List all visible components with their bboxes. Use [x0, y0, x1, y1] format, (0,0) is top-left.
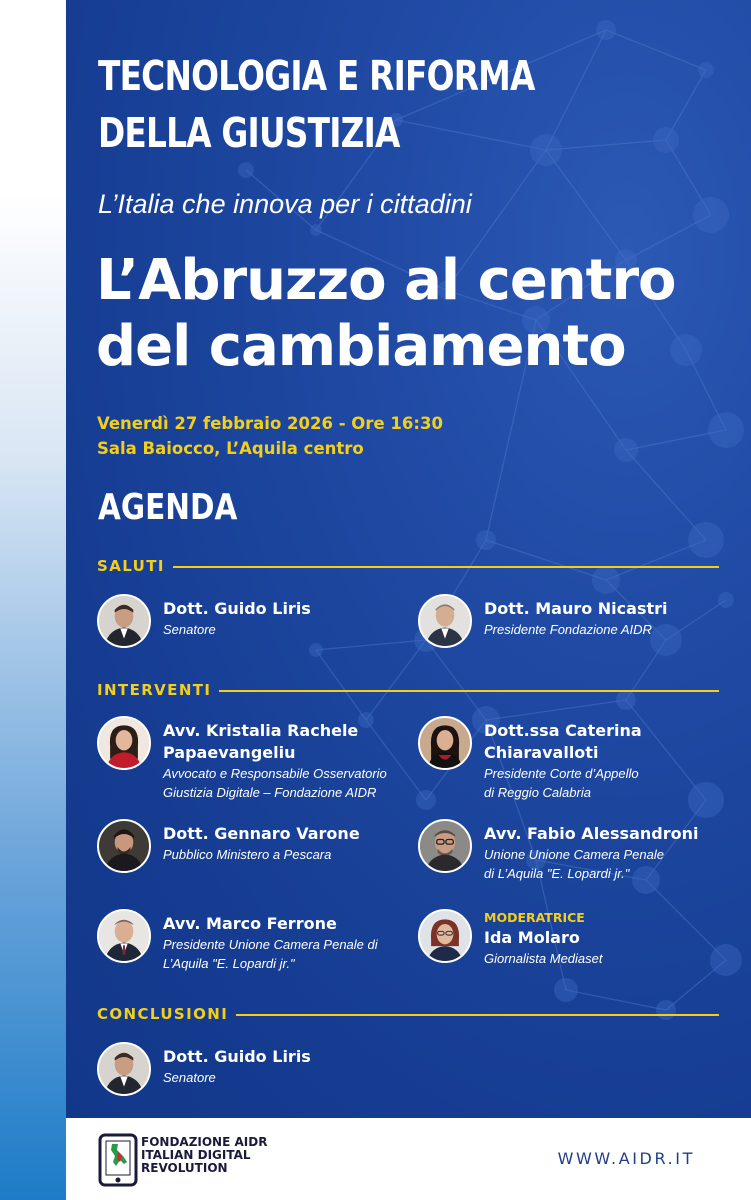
speaker-role-line1: Avvocato e Responsabile Osservatorio: [163, 766, 387, 781]
aidr-logo-text: [141, 1136, 267, 1175]
speaker-photo: [418, 819, 472, 873]
speaker-role: Senatore: [163, 1070, 216, 1085]
logo-line3: REVOLUTION: [141, 1161, 228, 1175]
event-title-line2: DELLA GIUSTIZIA: [98, 109, 400, 157]
speaker-role: Presidente Fondazione AIDR: [484, 622, 652, 637]
speaker-name-line2: Papaevangeliu: [163, 743, 296, 762]
speaker-ida-molaro: [418, 909, 718, 989]
speaker-name-line1: Dott.ssa Caterina: [484, 721, 642, 740]
speaker-photo: [418, 716, 472, 770]
speaker-role-line2: di L’Aquila "E. Lopardi jr.": [484, 866, 630, 881]
speaker-kristalia-papaevangeliu: [97, 716, 397, 806]
speaker-photo: [97, 716, 151, 770]
speaker-fabio-alessandroni: [418, 819, 718, 899]
section-conclusioni: [97, 1004, 719, 1024]
section-divider: [173, 566, 719, 568]
speaker-role: Pubblico Ministero a Pescara: [163, 847, 332, 862]
speaker-guido-liris-conclusioni: [97, 1042, 397, 1112]
logo-line2: ITALIAN DIGITAL: [141, 1148, 251, 1162]
speaker-name-line1: Avv. Kristalia Rachele: [163, 721, 359, 740]
speaker-name: Avv. Marco Ferrone: [163, 914, 337, 933]
speaker-photo: [97, 1042, 151, 1096]
speaker-mauro-nicastri: [418, 594, 718, 664]
speaker-name-line2: Chiaravalloti: [484, 743, 599, 762]
logo-line1: FONDAZIONE AIDR: [141, 1135, 268, 1149]
section-label-interventi: INTERVENTI: [97, 681, 212, 699]
section-divider: [236, 1014, 719, 1016]
event-title: [98, 48, 535, 162]
speaker-role: Senatore: [163, 622, 216, 637]
event-subtitle: L’Italia che innova per i cittadini: [98, 189, 472, 219]
section-label-conclusioni: CONCLUSIONI: [97, 1005, 229, 1023]
poster-panel: [66, 0, 751, 1118]
speaker-name: Dott. Mauro Nicastri: [484, 599, 668, 618]
section-saluti: [97, 556, 719, 576]
speaker-marco-ferrone: [97, 909, 397, 979]
section-divider: [219, 690, 719, 692]
section-interventi: [97, 680, 719, 700]
event-title-line1: TECNOLOGIA E RIFORMA: [98, 52, 535, 100]
speaker-photo: [418, 909, 472, 963]
speaker-photo: [97, 819, 151, 873]
event-date-time: Venerdì 27 febbraio 2026 - Ore 16:30: [97, 414, 443, 433]
speaker-role-line2: di Reggio Calabria: [484, 785, 591, 800]
footer: [66, 1118, 751, 1200]
speaker-photo: [97, 909, 151, 963]
agenda-heading: AGENDA: [98, 487, 238, 528]
speaker-role-line2: L’Aquila "E. Lopardi jr.": [163, 956, 295, 971]
event-headline-line1: L’Abruzzo al centro: [96, 248, 676, 313]
speaker-caterina-chiaravalloti: [418, 716, 718, 806]
section-label-saluti: SALUTI: [97, 557, 165, 575]
event-venue: Sala Baiocco, L’Aquila centro: [97, 439, 364, 458]
website-link[interactable]: WWW.AIDR.IT: [557, 1149, 695, 1168]
speaker-role-line1: Presidente Unione Camera Penale di: [163, 937, 378, 952]
event-info: [97, 411, 443, 461]
speaker-name: Avv. Fabio Alessandroni: [484, 824, 699, 843]
speaker-role-line1: Presidente Corte d’Appello: [484, 766, 639, 781]
speaker-role: Giornalista Mediaset: [484, 951, 603, 966]
event-headline-line2: del cambiamento: [96, 314, 626, 379]
speaker-name: Dott. Guido Liris: [163, 1047, 311, 1066]
speaker-role-line2: Giustizia Digitale – Fondazione AIDR: [163, 785, 377, 800]
speaker-name: Dott. Guido Liris: [163, 599, 311, 618]
speaker-photo: [418, 594, 472, 648]
speaker-gennaro-varone: [97, 819, 397, 889]
speaker-role-line1: Unione Unione Camera Penale: [484, 847, 664, 862]
event-headline: [96, 248, 676, 380]
moderator-tag: MODERATRICE: [484, 910, 585, 925]
left-gradient-strip: [0, 0, 66, 1200]
speaker-name: Ida Molaro: [484, 928, 580, 947]
speaker-photo: [97, 594, 151, 648]
speaker-guido-liris: [97, 594, 397, 664]
speaker-name: Dott. Gennaro Varone: [163, 824, 360, 843]
aidr-logo-icon: [96, 1132, 144, 1190]
